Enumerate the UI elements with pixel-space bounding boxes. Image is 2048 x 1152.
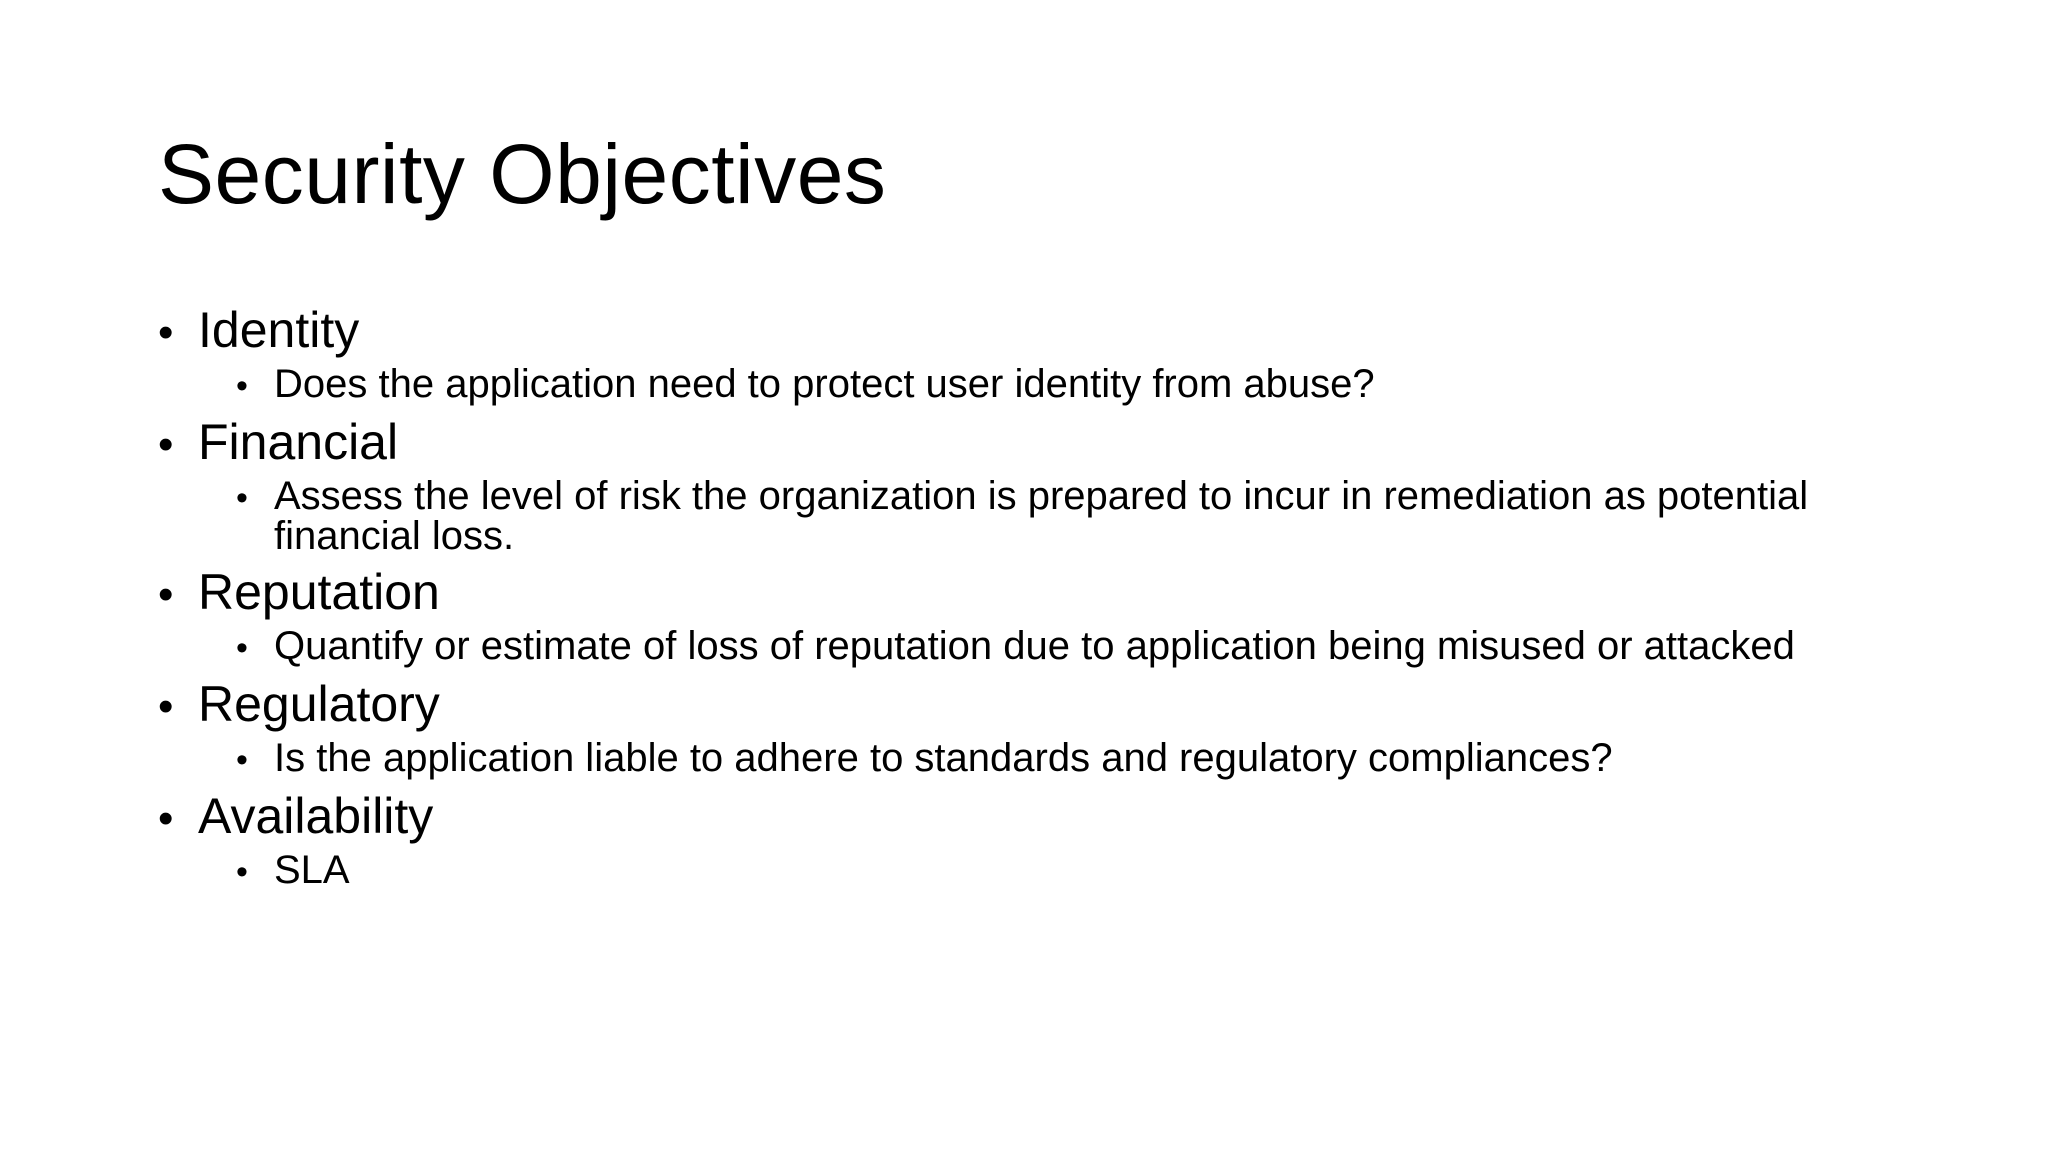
bullet-heading: Availability: [198, 788, 434, 844]
bullet-item-financial: [158, 412, 1918, 556]
sub-bullet-row: [158, 626, 1918, 668]
bullet-heading: Identity: [198, 302, 360, 358]
bullet-dot-icon: •: [158, 570, 174, 619]
sub-bullet-dot-icon: •: [236, 629, 248, 667]
sub-bullet-row: [158, 738, 1918, 780]
bullet-item-reputation: [158, 562, 1918, 668]
bullet-item-availability: [158, 786, 1918, 892]
sub-bullet-row: [158, 476, 1918, 556]
sub-bullet-text: Quantify or estimate of loss of reputation due to application being misused or attacked: [274, 624, 1795, 668]
sub-bullet-row: [158, 850, 1918, 892]
slide-title: Security Objectives: [158, 127, 887, 221]
bullet-dot-icon: •: [158, 682, 174, 731]
bullet-heading-row: [158, 562, 1918, 625]
sub-bullet-dot-icon: •: [236, 367, 248, 405]
bullet-list: [158, 300, 1918, 896]
bullet-heading-row: [158, 674, 1918, 737]
sub-bullet-text: Does the application need to protect user identity from abuse?: [274, 362, 1375, 406]
bullet-heading: Reputation: [198, 564, 440, 620]
bullet-dot-icon: •: [158, 308, 174, 357]
sub-bullet-dot-icon: •: [236, 741, 248, 779]
sub-bullet-dot-icon: •: [236, 853, 248, 891]
sub-bullet-text: SLA: [274, 848, 350, 892]
bullet-item-regulatory: [158, 674, 1918, 780]
sub-bullet-row: [158, 364, 1918, 406]
bullet-heading: Financial: [198, 414, 399, 470]
bullet-item-identity: [158, 300, 1918, 406]
bullet-dot-icon: •: [158, 420, 174, 469]
bullet-heading-row: [158, 412, 1918, 475]
bullet-heading-row: [158, 786, 1918, 849]
sub-bullet-text: Is the application liable to adhere to standards and regulatory compliances?: [274, 736, 1613, 780]
bullet-heading-row: [158, 300, 1918, 363]
bullet-heading: Regulatory: [198, 676, 440, 732]
bullet-dot-icon: •: [158, 794, 174, 843]
sub-bullet-dot-icon: •: [236, 479, 248, 517]
sub-bullet-text: Assess the level of risk the organization is prepared to incur in remediation as potential financial loss.: [274, 474, 1809, 558]
